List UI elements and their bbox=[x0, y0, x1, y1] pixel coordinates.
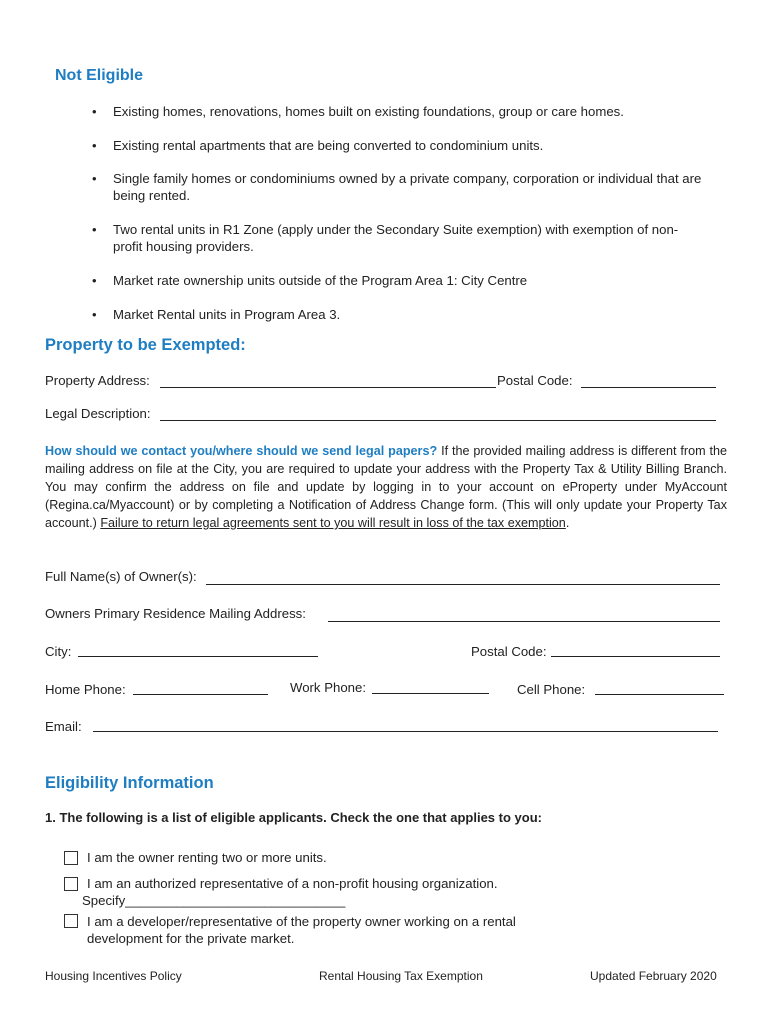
bullet-icon: • bbox=[92, 104, 97, 119]
cell-phone-label: Cell Phone: bbox=[517, 682, 586, 697]
not-eligible-item: Market Rental units in Program Area 3. bbox=[113, 307, 341, 322]
property-heading: Property to be Exempted: bbox=[45, 336, 246, 354]
specify-field[interactable]: Specify______________________________ bbox=[82, 893, 346, 908]
property-address-field[interactable] bbox=[160, 387, 496, 388]
contact-body: If the provided mailing address is different from the mailing address on file at the City, you are required to update your address with the Property Tax & Utility Billing Branch. You may confirm the address on file and update by logging in to your account on eProperty under MyAccount (Regina.ca/Myaccount) or by completing a Notification of Address Change form. (This will only update your Property Tax account.) bbox=[45, 444, 727, 530]
bullet-icon: • bbox=[92, 222, 97, 237]
owner-postal-label: Postal Code: bbox=[471, 644, 547, 659]
bullet-icon: • bbox=[92, 171, 97, 186]
owner-postal-field[interactable] bbox=[551, 656, 720, 657]
mailing-address-field[interactable] bbox=[328, 621, 720, 622]
mailing-address-label: Owners Primary Residence Mailing Address: bbox=[45, 606, 306, 621]
work-phone-label: Work Phone: bbox=[290, 680, 366, 695]
city-label: City: bbox=[45, 644, 72, 659]
owner-option-checkbox[interactable] bbox=[64, 851, 78, 865]
owner-option-label: I am the owner renting two or more units. bbox=[87, 850, 327, 865]
not-eligible-item: Two rental units in R1 Zone (apply under the Secondary Suite exemption) with exemption of non-profit housing providers. bbox=[113, 222, 679, 254]
developer-option-checkbox[interactable] bbox=[64, 914, 78, 928]
footer-left: Housing Incentives Policy bbox=[45, 969, 182, 983]
full-name-field[interactable] bbox=[206, 584, 720, 585]
contact-warning: Failure to return legal agreements sent to you will result in loss of the tax exemption bbox=[100, 516, 566, 530]
footer-right: Updated February 2020 bbox=[590, 969, 717, 983]
bullet-icon: • bbox=[92, 138, 97, 153]
not-eligible-item: Existing rental apartments that are being converted to condominium units. bbox=[113, 138, 544, 153]
not-eligible-item: Existing homes, renovations, homes built on existing foundations, group or care homes. bbox=[113, 104, 624, 119]
email-label: Email: bbox=[45, 719, 82, 734]
contact-paragraph bbox=[45, 442, 727, 532]
developer-option-label: I am a developer/representative of the property owner working on a rental bbox=[87, 914, 516, 929]
legal-description-field[interactable] bbox=[160, 420, 716, 421]
property-postal-label: Postal Code: bbox=[497, 373, 573, 388]
home-phone-field[interactable] bbox=[133, 694, 268, 695]
eligibility-heading: Eligibility Information bbox=[45, 774, 214, 792]
footer-center: Rental Housing Tax Exemption bbox=[319, 969, 483, 983]
full-name-label: Full Name(s) of Owner(s): bbox=[45, 569, 197, 584]
cell-phone-field[interactable] bbox=[595, 694, 724, 695]
contact-question: How should we contact you/where should we send legal papers? bbox=[45, 444, 438, 458]
property-postal-field[interactable] bbox=[581, 387, 716, 388]
legal-description-label: Legal Description: bbox=[45, 406, 151, 421]
property-address-label: Property Address: bbox=[45, 373, 150, 388]
work-phone-field[interactable] bbox=[372, 693, 489, 694]
bullet-icon: • bbox=[92, 273, 97, 288]
nonprofit-option-label: I am an authorized representative of a non-profit housing organization. bbox=[87, 876, 498, 891]
bullet-icon: • bbox=[92, 307, 97, 322]
developer-option-label-cont: development for the private market. bbox=[87, 931, 295, 946]
eligibility-question: 1. The following is a list of eligible applicants. Check the one that applies to you: bbox=[45, 810, 542, 825]
not-eligible-heading: Not Eligible bbox=[55, 67, 143, 84]
city-field[interactable] bbox=[78, 656, 318, 657]
not-eligible-item: Single family homes or condominiums owned by a private company, corporation or individual that are being rented. bbox=[113, 171, 702, 203]
not-eligible-item: Market rate ownership units outside of the Program Area 1: City Centre bbox=[113, 273, 528, 288]
contact-end: . bbox=[565, 516, 570, 530]
email-field[interactable] bbox=[93, 731, 718, 732]
home-phone-label: Home Phone: bbox=[45, 682, 126, 697]
nonprofit-option-checkbox[interactable] bbox=[64, 877, 78, 891]
